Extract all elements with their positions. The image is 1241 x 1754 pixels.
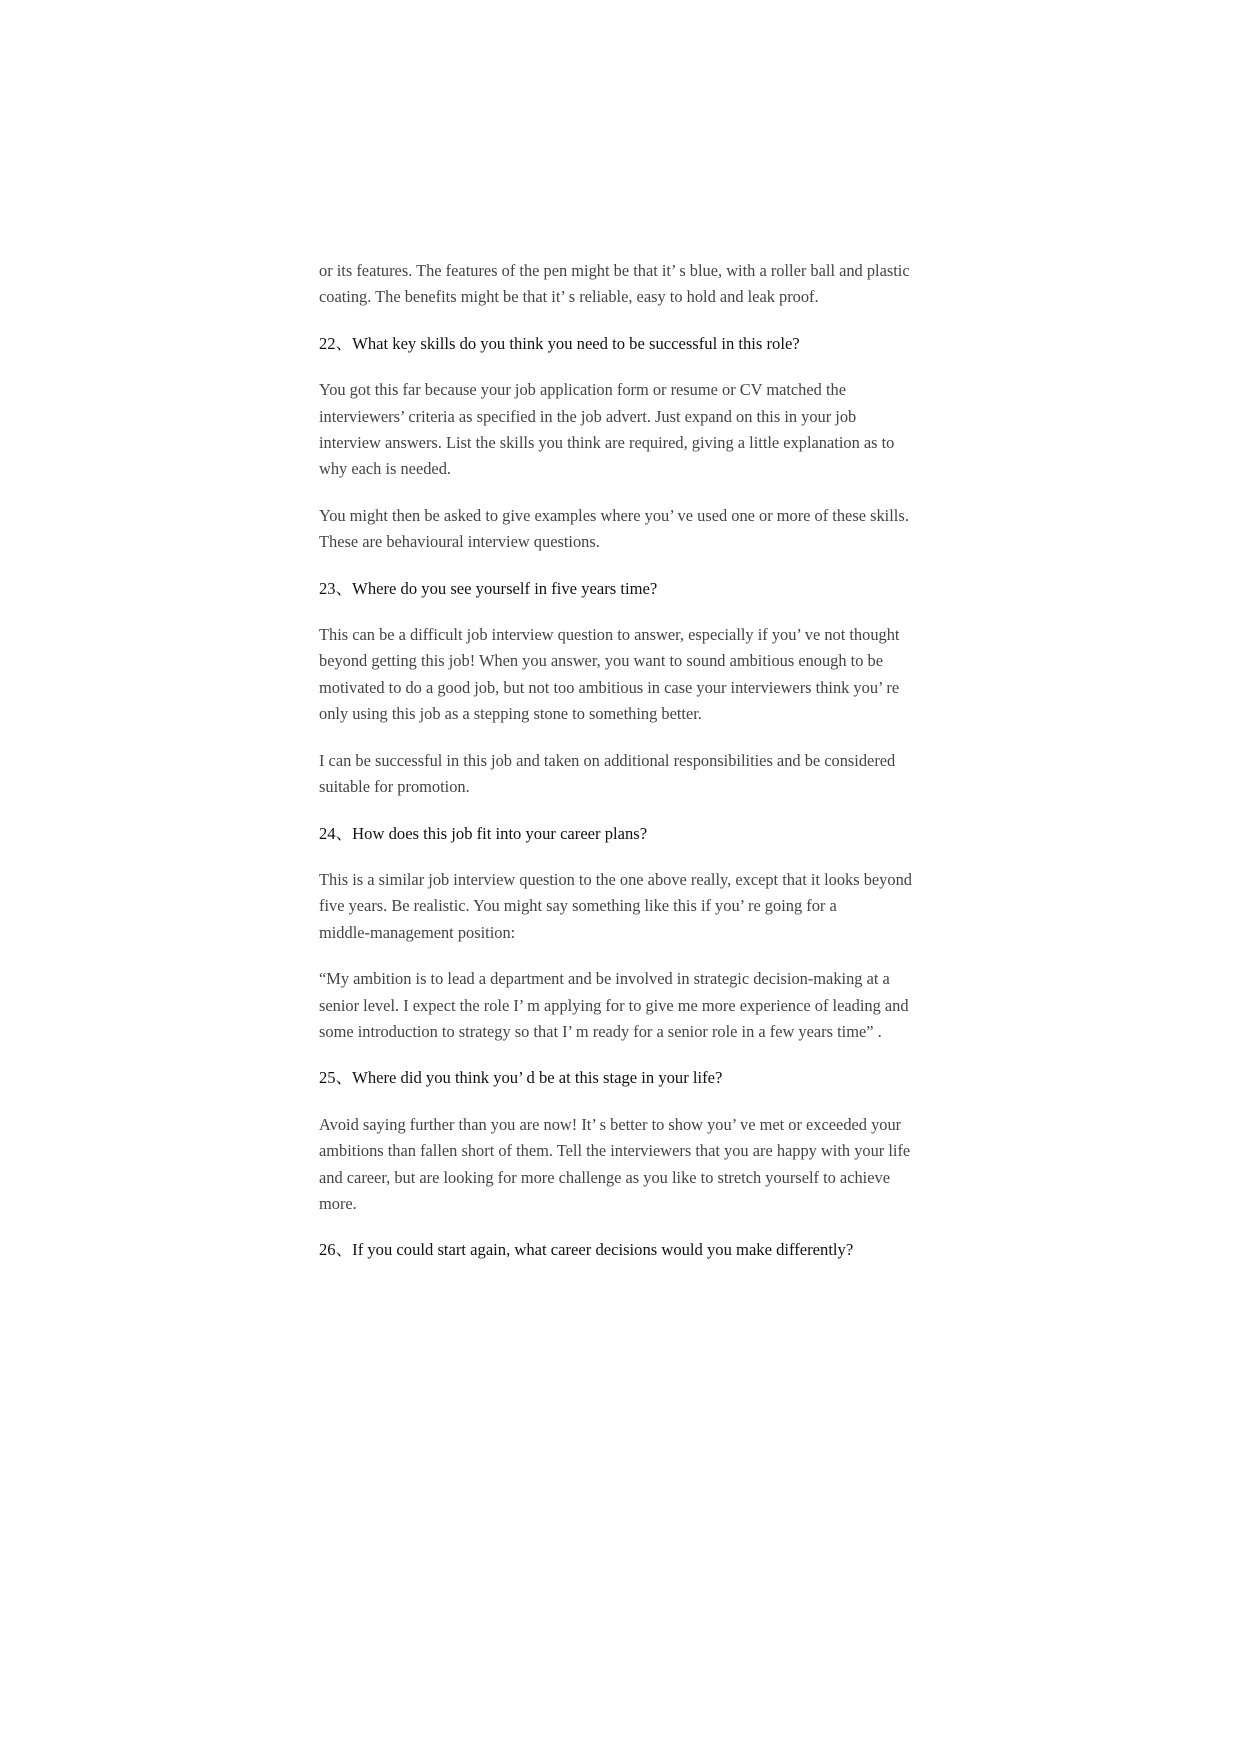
question-22-heading: 22、What key skills do you think you need to be successful in this role? bbox=[319, 333, 800, 353]
paragraph-23-example: I can be successful in this job and taken on additional responsibilities and be considered suitable for promotion. bbox=[319, 750, 896, 797]
document-body bbox=[319, 258, 939, 1284]
paragraph-24-answer: This is a similar job interview question to the one above really, except that it looks beyond five years. Be realistic. You might say something like this if you’ re going for a middle-management position: bbox=[319, 869, 912, 942]
paragraph-25-answer: Avoid saying further than you are now! It’ s better to show you’ ve met or exceeded your ambitions than fallen short of them. Tell the interviewers that you are happy with your life and career, but are looking for more challenge as you like to stretch yourself to achieve more. bbox=[319, 1114, 911, 1213]
paragraph-22-answer: You got this far because your job application form or resume or CV matched the interviewers’ criteria as specified in the job advert. Just expand on this in your job interview answers. List the skills you think are required, giving a little explanation as to why each is needed. bbox=[319, 380, 895, 479]
question-23-heading: 23、Where do you see yourself in five years time? bbox=[319, 578, 658, 598]
question-24-heading: 24、How does this job fit into your career plans? bbox=[319, 823, 648, 843]
question-26-heading: 26、If you could start again, what career decisions would you make differently? bbox=[319, 1240, 854, 1260]
paragraph-22-examples: You might then be asked to give examples where you’ ve used one or more of these skills. These are behavioural interview questions. bbox=[319, 505, 909, 552]
paragraph-23-answer: This can be a difficult job interview question to answer, especially if you’ ve not thought beyond getting this job! When you answer, you want to sound ambitious enough to be motivated to do a good job, but not too ambitious in case your interviewers think you’ re only using this job as a stepping stone to something better. bbox=[319, 625, 900, 724]
question-25-heading: 25、Where did you think you’ d be at this stage in your life? bbox=[319, 1068, 723, 1088]
paragraph-24-quote: “My ambition is to lead a department and be involved in strategic decision-making at a senior level. I expect the role I’ m applying for to give me more experience of leading and some introduction to strategy so that I’ m ready for a senior role in a few years time” . bbox=[319, 969, 909, 1041]
paragraph-pen-features: or its features. The features of the pen might be that it’ s blue, with a roller ball and plastic coating. The benefits might be that it’ s reliable, easy to hold and leak proof. bbox=[319, 261, 910, 307]
